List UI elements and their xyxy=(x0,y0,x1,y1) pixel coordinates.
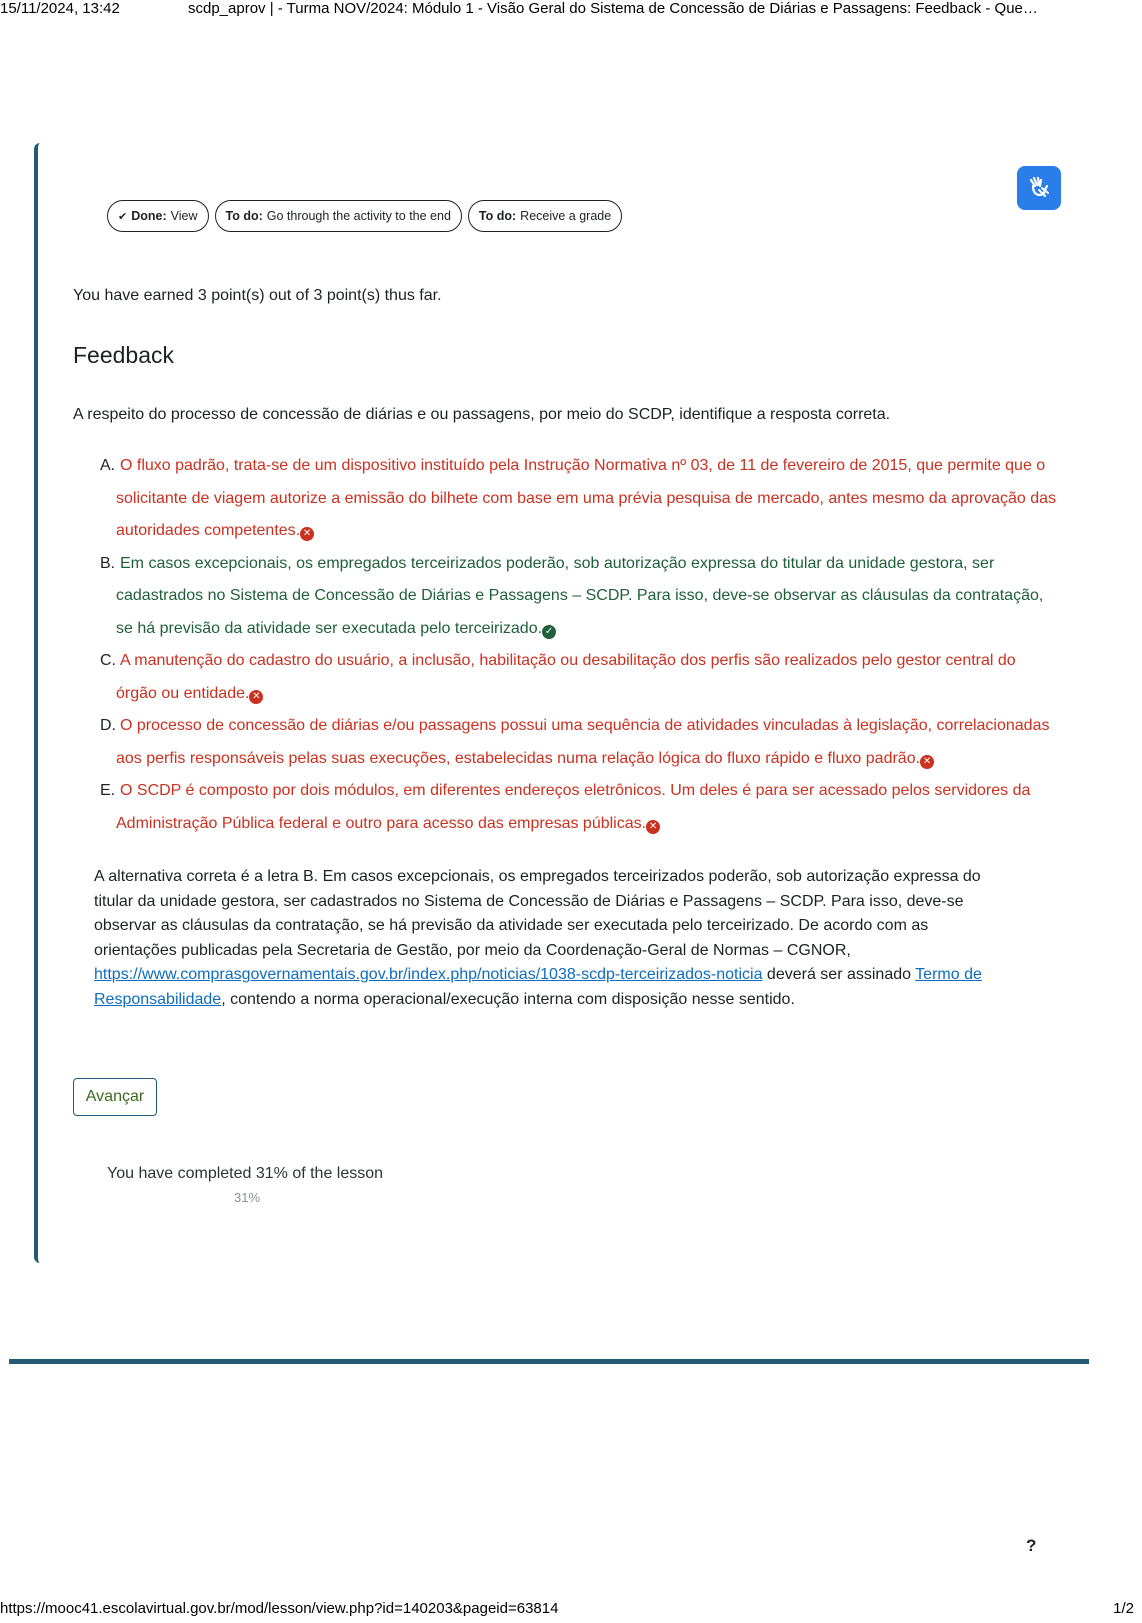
vlibras-button[interactable] xyxy=(1017,166,1061,210)
print-header xyxy=(0,0,1142,20)
incorrect-icon: ✕ xyxy=(300,527,314,541)
explanation-text: deverá ser assinado xyxy=(762,966,916,983)
print-page-number: 1/2 xyxy=(1113,1600,1134,1617)
incorrect-icon: ✕ xyxy=(249,690,263,704)
completion-todo-grade xyxy=(468,200,622,232)
answer-text: O fluxo padrão, trata-se de um dispositivo instituído pela Instrução Normativa nº 03, de 11 de fevereiro de 2015, que permite que o solicitante de viagem autorize a emissão do bilhete com base em uma prévia pesquisa de mercado, antes mesmo da aprovação das autoridades competentes. xyxy=(116,457,1057,539)
answer-option-d xyxy=(98,710,1058,775)
answer-list xyxy=(98,450,1058,840)
print-url: https://mooc41.escolavirtual.gov.br/mod/lesson/view.php?id=140203&pageid=63814 xyxy=(0,1600,559,1617)
answer-text: Em casos excepcionais, os empregados terceirizados poderão, sob autorização expressa do titular da unidade gestora, ser cadastrados no Sistema de Concessão de Diárias e Passagens – SCDP. Para isso, deve-se observar as cláusulas da contratação, se há previsão da atividade ser executada pelo terceirizado. xyxy=(116,554,1044,637)
answer-text: O processo de concessão de diárias e/ou passagens possui uma sequência de atividades vinculadas à legislação, correlacionadas aos perfis responsáveis pelas suas execuções, estabelecidas numa relação lógica do fluxo rápido e fluxo padrão. xyxy=(116,717,1050,767)
answer-letter: B. xyxy=(100,554,116,572)
completion-value: Receive a grade xyxy=(520,209,612,223)
completion-value: View xyxy=(170,209,198,223)
answer-letter: E. xyxy=(100,782,116,799)
question-text: A respeito do processo de concessão de diárias e ou passagens, por meio do SCDP, identifique a resposta correta. xyxy=(73,406,891,423)
completion-value: Go through the activity to the end xyxy=(266,209,451,223)
correct-icon: ✓ xyxy=(542,625,556,639)
points-earned: You have earned 3 point(s) out of 3 point(s) thus far. xyxy=(73,287,442,304)
explanation-text: A alternativa correta é a letra B. Em casos excepcionais, os empregados terceirizados poderão, sob autorização expressa do titular da unidade gestora, ser cadastrados no Sistema de Concessão de Diárias e Passagens – SCDP. Para isso, deve-se observar as cláusulas da contratação, se há previsão da atividade ser executada pelo terceirizado. De acordo com as orientações publicadas pela Secretaria de Gestão, por meio da Coordenação-Geral de Normas – CGNOR, xyxy=(94,868,981,959)
answer-explanation xyxy=(94,865,1014,1012)
completion-label: To do: xyxy=(225,209,263,223)
help-button[interactable]: ? xyxy=(1026,1536,1037,1555)
progress-label: 31% xyxy=(234,1190,261,1205)
incorrect-icon: ✕ xyxy=(920,755,934,769)
completion-info xyxy=(107,200,622,232)
completion-label: To do: xyxy=(478,209,517,223)
check-icon: ✔ xyxy=(118,210,128,223)
feedback-heading: Feedback xyxy=(73,342,175,368)
answer-letter: C. xyxy=(100,652,116,669)
completion-todo-end xyxy=(215,200,462,232)
advance-button[interactable]: Avançar xyxy=(73,1078,157,1116)
sign-language-icon xyxy=(1025,174,1053,202)
answer-letter: D. xyxy=(100,717,116,734)
completion-done-view xyxy=(107,200,209,232)
footer-divider xyxy=(9,1359,1089,1364)
print-date: 15/11/2024, 13:42 xyxy=(0,0,120,17)
print-title: scdp_aprov | - Turma NOV/2024: Módulo 1 - Visão Geral do Sistema de Concessão de Diárias e Passagens: Feedback - Que… xyxy=(188,0,1038,17)
scdp-news-link[interactable]: https://www.comprasgovernamentais.gov.br/index.php/noticias/1038-scdp-terceirizados-noticia xyxy=(94,966,763,983)
explanation-text: , contendo a norma operacional/execução interna com disposição nesse sentido. xyxy=(221,990,795,1008)
answer-letter: A. xyxy=(100,457,116,474)
answer-option-c xyxy=(98,645,1058,710)
answer-option-b xyxy=(98,548,1058,646)
answer-option-a xyxy=(98,450,1058,548)
answer-text: A manutenção do cadastro do usuário, a inclusão, habilitação ou desabilitação dos perfis são realizados pelo gestor central do órgão ou entidade. xyxy=(116,652,1016,702)
answer-text: O SCDP é composto por dois módulos, em diferentes endereços eletrônicos. Um deles é para ser acessado pelos servidores da Administração Pública federal e outro para acesso das empresas públicas. xyxy=(116,782,1031,832)
completion-label: Done: xyxy=(131,209,167,223)
progress-text: You have completed 31% of the lesson xyxy=(107,1165,384,1182)
answer-option-e xyxy=(98,775,1058,840)
incorrect-icon: ✕ xyxy=(646,820,660,834)
termo-responsabilidade-link[interactable]: Termo de Responsabilidade xyxy=(94,966,982,1008)
